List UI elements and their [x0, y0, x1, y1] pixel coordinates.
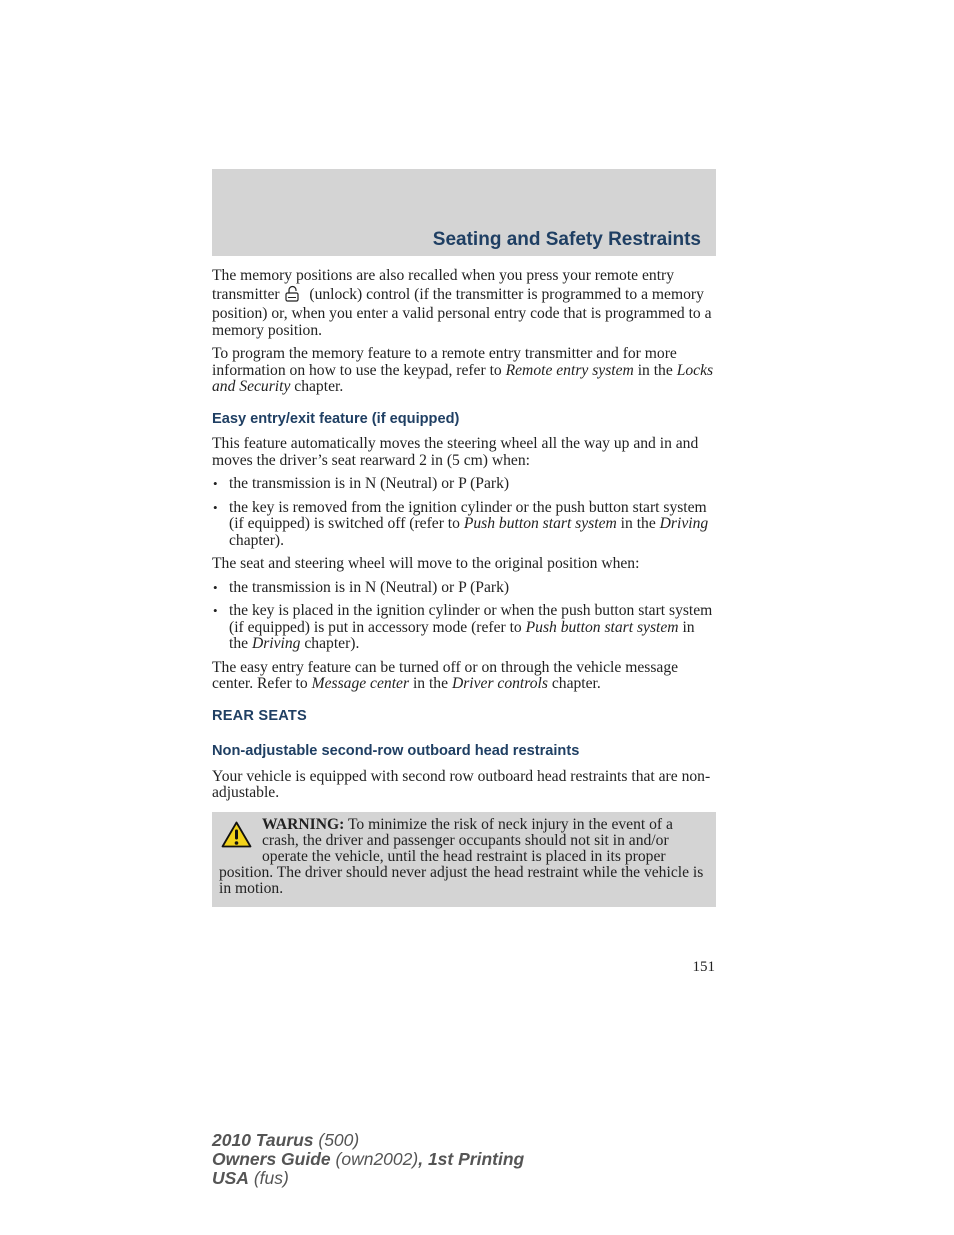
easy-entry-conditions-list — [212, 476, 716, 549]
paragraph-easy-entry-closing: The easy entry feature can be turned off or on through the vehicle message center. Refer to Message center in the Driver controls chapter. — [212, 658, 679, 692]
chapter-header-band — [212, 169, 716, 256]
heading-rear-seats: REAR SEATS — [212, 707, 307, 724]
list-item: • the key is removed from the ignition cylinder or the push button start system (if equipped) is switched off (refer to Push button start system in the Driving chapter). — [212, 500, 716, 550]
warning-label: WARNING: — [262, 815, 345, 833]
footer-line-region: USA (fus) — [212, 1168, 289, 1188]
list-item: • the key is placed in the ignition cylinder or when the push button start system (if equipped) is put in accessory mode (refer to Push button start system in the Driving chapter). — [212, 603, 716, 653]
page-content — [212, 268, 716, 907]
unlock-transmitter-icon — [285, 285, 301, 307]
footer-line-guide: Owners Guide (own2002), 1st Printing — [212, 1149, 525, 1169]
paragraph-return-intro: The seat and steering wheel will move to the original position when: — [212, 555, 640, 572]
page-number: 151 — [692, 959, 715, 975]
chapter-title: Seating and Safety Restraints — [432, 229, 701, 250]
warning-text: To minimize the risk of neck injury in the event of a crash, the driver and passenger occupants should not sit in and/or operate the vehicle, until the head restraint is placed in its proper position. The driver should never adjust the head restraint while the vehicle is in motion. — [219, 815, 704, 898]
footer-line-model: 2010 Taurus (500) — [212, 1130, 360, 1150]
warning-box — [212, 812, 716, 907]
paragraph-head-restraints: Your vehicle is equipped with second row outboard head restraints that are non-adjustable. — [212, 767, 711, 801]
warning-triangle-icon — [221, 821, 252, 852]
footer-publication-info — [212, 1131, 524, 1188]
paragraph-program-memory: To program the memory feature to a remote entry transmitter and for more information on how to use the keypad, refer to Remote entry system in the Locks and Security chapter. — [212, 345, 714, 395]
list-item: • the transmission is in N (Neutral) or P (Park) — [212, 476, 716, 493]
return-conditions-list — [212, 580, 716, 653]
xref-remote-entry-system: Remote entry system — [505, 361, 634, 379]
heading-head-restraints: Non-adjustable second-row outboard head restraints — [212, 743, 580, 759]
paragraph-memory-recall: The memory positions are also recalled when you press your remote entry transmitter (unlock) control (if the transmitter is programmed to a memory position) or, when you enter a valid personal entry code that is programmed to a memory position. — [212, 267, 712, 339]
heading-easy-entry: Easy entry/exit feature (if equipped) — [212, 410, 460, 427]
paragraph-easy-entry-intro: This feature automatically moves the steering wheel all the way up and in and moves the driver’s seat rearward 2 in (5 cm) when: — [212, 435, 699, 469]
list-item: • the transmission is in N (Neutral) or P (Park) — [212, 580, 716, 597]
xref-locks-and-security: Locks and Security — [212, 361, 714, 395]
